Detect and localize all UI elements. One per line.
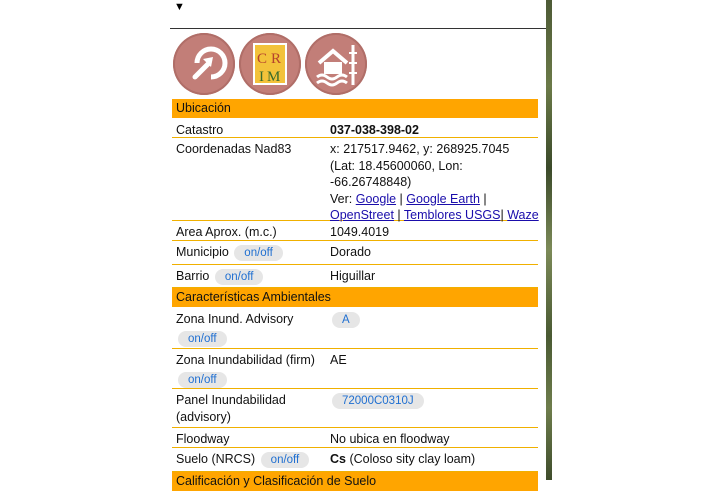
row-zona-advisory — [172, 308, 538, 349]
temblores-usgs-link[interactable]: Temblores USGS — [403, 208, 501, 222]
panel-header — [170, 0, 546, 29]
section-ambientales: Características Ambientales — [172, 288, 538, 308]
crim-letter-r: R — [271, 51, 282, 67]
google-earth-link[interactable]: Google Earth — [406, 191, 480, 206]
barrio-value: Higuillar — [330, 269, 376, 283]
row-suelo — [172, 448, 538, 472]
coord-xy: x: 217517.9462, y: 268925.7045 — [330, 142, 510, 156]
row-catastro — [172, 119, 538, 138]
row-area — [172, 221, 538, 241]
coord-lon: -66.26748848) — [330, 175, 412, 189]
zona-advisory-label: Zona Inund. Advisory — [176, 312, 294, 326]
panel-label-line1: Panel Inundabilidad — [176, 393, 286, 407]
municipio-value: Dorado — [330, 245, 371, 259]
suelo-label-wrap — [176, 451, 326, 468]
link-separator: | — [399, 191, 403, 206]
municipio-label: Municipio — [176, 245, 229, 259]
google-link[interactable]: Google — [355, 191, 397, 206]
section-ubicacion: Ubicación — [172, 99, 538, 119]
floodway-value: No ubica en floodway — [330, 432, 450, 446]
zona-firm-toggle[interactable]: on/off — [178, 372, 227, 388]
barrio-label: Barrio — [176, 269, 210, 283]
coord-lat: (Lat: 18.45600060, Lon: — [330, 158, 463, 173]
barrio-label-wrap — [176, 268, 326, 285]
flood-house-icon[interactable] — [305, 33, 367, 95]
panel-value[interactable]: 72000C0310J — [332, 393, 424, 409]
waze-link[interactable]: Waze — [507, 208, 539, 222]
panel-label-line2: (advisory) — [176, 409, 231, 424]
suelo-value — [330, 451, 540, 468]
suelo-toggle[interactable]: on/off — [261, 452, 310, 468]
property-info-panel — [170, 0, 546, 488]
link-separator: | — [483, 191, 487, 206]
row-floodway — [172, 428, 538, 448]
crim-letter-c: C — [257, 51, 268, 67]
crim-letter-m: M — [267, 69, 281, 85]
share-icon[interactable] — [173, 33, 235, 95]
zona-firm-value: AE — [330, 353, 347, 367]
link-separator: | — [397, 208, 401, 222]
suelo-code: Cs — [330, 452, 346, 466]
barrio-toggle[interactable]: on/off — [215, 269, 264, 285]
row-zona-firm — [172, 349, 538, 389]
municipio-toggle[interactable]: on/off — [234, 245, 283, 261]
panel-label — [176, 392, 326, 425]
crim-logo[interactable] — [239, 33, 301, 95]
row-panel — [172, 389, 538, 428]
openstreet-link[interactable]: OpenStreet — [330, 208, 394, 222]
zona-advisory-toggle[interactable]: on/off — [178, 331, 227, 347]
floodway-label: Floodway — [176, 432, 230, 446]
coord-links-line1 — [330, 191, 540, 208]
caret-down-icon[interactable]: ▼ — [174, 1, 185, 13]
row-barrio — [172, 265, 538, 288]
coordenadas-value — [330, 141, 540, 224]
zona-firm-label-wrap — [176, 352, 326, 388]
coordenadas-label: Coordenadas Nad83 — [176, 142, 292, 156]
suelo-desc: (Coloso sity clay loam) — [349, 452, 476, 466]
area-value: 1049.4019 — [330, 225, 390, 239]
suelo-label: Suelo (NRCS) — [176, 452, 256, 466]
section-calificacion: Calificación y Clasificación de Suelo — [172, 472, 538, 492]
link-separator: | — [500, 208, 504, 222]
zona-advisory-value[interactable]: A — [332, 312, 360, 328]
zona-firm-label: Zona Inundabilidad (firm) — [176, 353, 315, 367]
zona-advisory-label-wrap — [176, 311, 326, 347]
map-background-strip — [546, 0, 552, 480]
ver-label: Ver: — [330, 191, 353, 206]
info-table — [172, 99, 538, 492]
municipio-label-wrap — [176, 244, 326, 261]
catastro-label: Catastro — [176, 123, 224, 137]
row-coordenadas — [172, 138, 538, 221]
crim-letter-i: I — [259, 69, 264, 85]
area-label: Area Aprox. (m.c.) — [176, 225, 277, 239]
catastro-value: 037-038-398-02 — [330, 123, 419, 137]
row-municipio — [172, 241, 538, 265]
